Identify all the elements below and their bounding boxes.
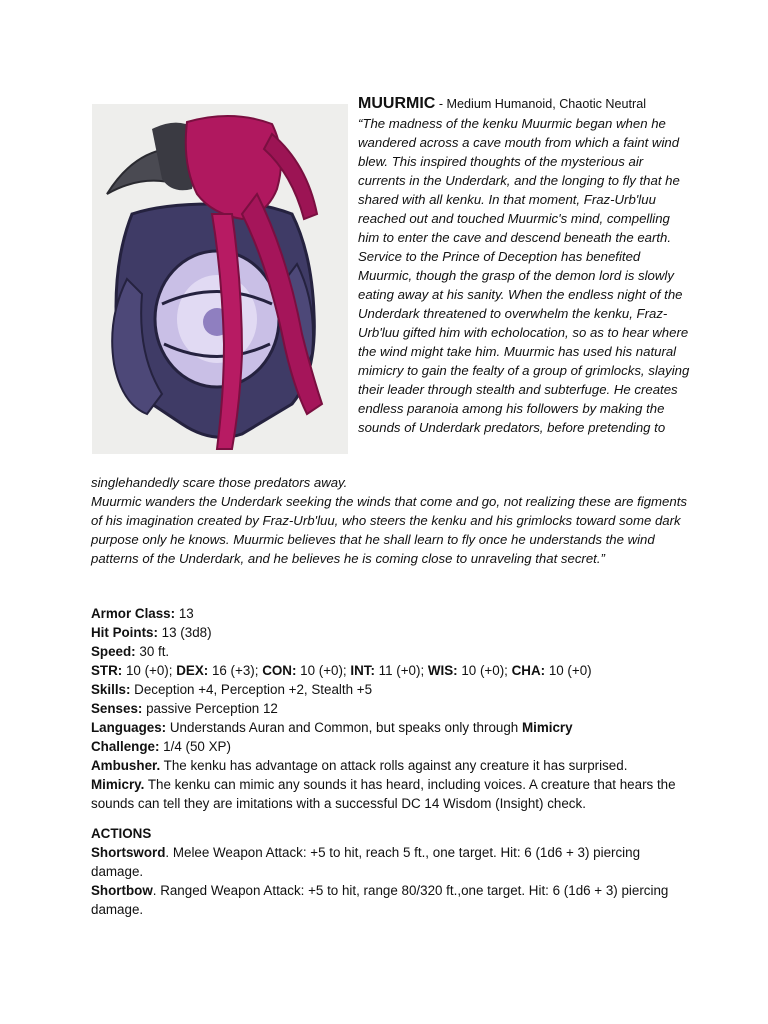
creature-type: - Medium Humanoid, Chaotic Neutral	[435, 97, 647, 111]
challenge-label: Challenge:	[91, 739, 160, 754]
mimicry-label: Mimicry.	[91, 777, 145, 792]
shortbow-label: Shortbow	[91, 883, 153, 898]
challenge-line	[91, 737, 691, 756]
senses-value: passive Perception 12	[142, 701, 278, 716]
lore-paragraph-3: Muurmic wanders the Underdark seeking the winds that come and go, not realizing these are figments of his imagination created by Fraz-Urb'luu, who steers the kenku and his grimlocks toward some dark purpose only he knows. Muurmic believes that he shall learn to fly once he understands the wind patterns of the Underdark, and he believes he is coming close to unraveling that secret.”	[91, 494, 687, 566]
int-label: INT:	[350, 663, 375, 678]
challenge-value: 1/4 (50 XP)	[159, 739, 231, 754]
str-value: 10 (+0);	[122, 663, 177, 678]
ambusher-label: Ambusher.	[91, 758, 161, 773]
ambusher-trait	[91, 756, 691, 775]
skills-label: Skills:	[91, 682, 131, 697]
con-value: 10 (+0);	[296, 663, 351, 678]
con-label: CON:	[262, 663, 297, 678]
dex-value: 16 (+3);	[208, 663, 263, 678]
ac-label: Armor Class:	[91, 606, 176, 621]
languages-line	[91, 718, 691, 737]
hp-label: Hit Points:	[91, 625, 158, 640]
shortbow-text: . Ranged Weapon Attack: +5 to hit, range 80/320 ft.,one target. Hit: 6 (1d6 + 3) piercing damage.	[91, 883, 669, 917]
armor-class-line	[91, 604, 691, 623]
lore-paragraph-1: “The madness of the kenku Muurmic began when he wandered across a cave mouth from which a faint wind blew. This inspired thoughts of the mysterious air currents in the Underdark, and the longing to fly that he shared with all kenku. In that moment, Fraz-Urb'luu reached out and touched Muurmic's mind, compelling him to enter the cave and descend beneath the earth.	[358, 116, 680, 245]
hp-value: 13 (3d8)	[157, 625, 212, 640]
shortsword-action	[91, 843, 691, 881]
int-value: 11 (+0);	[374, 663, 428, 678]
senses-line	[91, 699, 691, 718]
cha-label: CHA:	[511, 663, 546, 678]
statblock-header	[358, 94, 688, 114]
wis-value: 10 (+0);	[457, 663, 512, 678]
languages-value: Understands Auran and Common, but speaks only through	[166, 720, 522, 735]
ac-value: 13	[175, 606, 194, 621]
actions-heading: ACTIONS	[91, 826, 152, 841]
hit-points-line	[91, 623, 691, 642]
actions-section	[91, 824, 691, 919]
cha-value: 10 (+0)	[545, 663, 592, 678]
lore-paragraph-2: Service to the Prince of Deception has benefited Muurmic, though the grasp of the demon lord is slowly eating away at his sanity. When the endless night of the Underdark threatened to overwhelm the kenku, Fraz-Urb'luu gifted him with echolocation, so as to hear where the wind might take him. Muurmic has used his natural mimicry to gain the fealty of a group of grimlocks, slaying their leader through stealth and subterfuge. He creates endless paranoia among his followers by making the sounds of Underdark predators, before pretending to	[358, 249, 690, 435]
lore-full	[91, 473, 691, 568]
speed-value: 30 ft.	[135, 644, 170, 659]
creature-name: MUURMIC	[358, 95, 436, 112]
kenku-illustration	[92, 104, 348, 454]
languages-label: Languages:	[91, 720, 167, 735]
wis-label: WIS:	[427, 663, 458, 678]
skills-line	[91, 680, 691, 699]
speed-line	[91, 642, 691, 661]
stat-block	[91, 604, 691, 813]
shortsword-text: . Melee Weapon Attack: +5 to hit, reach 5 ft., one target. Hit: 6 (1d6 + 3) piercing damage.	[91, 845, 641, 879]
speed-label: Speed:	[91, 644, 136, 659]
ability-scores-line	[91, 661, 691, 680]
mimicry-trait	[91, 775, 691, 813]
dex-label: DEX:	[176, 663, 209, 678]
skills-value: Deception +4, Perception +2, Stealth +5	[130, 682, 373, 697]
shortbow-action	[91, 881, 691, 919]
ambusher-text: The kenku has advantage on attack rolls against any creature it has surprised.	[160, 758, 628, 773]
mimicry-text: The kenku can mimic any sounds it has heard, including voices. A creature that hears the sounds can tell they are imitations with a successful DC 14 Wisdom (Insight) check.	[91, 777, 676, 811]
kenku-figure-svg	[92, 104, 348, 454]
lore-wrap	[358, 114, 690, 437]
languages-mimicry: Mimicry	[521, 720, 573, 735]
lore-paragraph-2-tail: singlehandedly scare those predators away.	[91, 475, 348, 490]
str-label: STR:	[91, 663, 123, 678]
shortsword-label: Shortsword	[91, 845, 166, 860]
senses-label: Senses:	[91, 701, 143, 716]
